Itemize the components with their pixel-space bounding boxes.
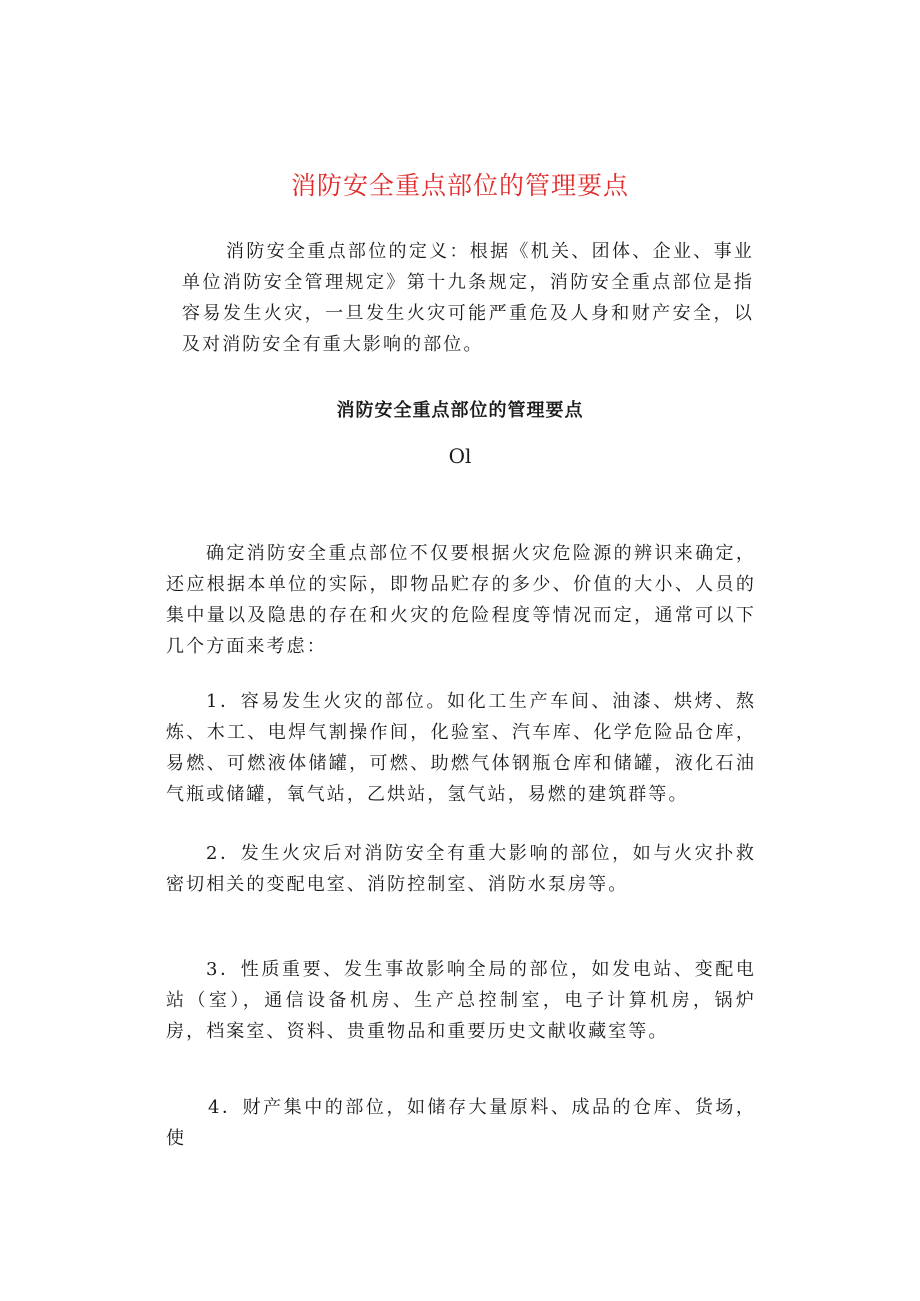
list-item-3: 3．性质重要、发生事故影响全局的部位，如发电站、变配电站（室），通信设备机房、生产总控制室，电子计算机房，锅炉房，档案室、资料、贵重物品和重要历史文献收藏室等。 — [166, 959, 756, 1042]
section-marker: Ol — [448, 444, 472, 468]
intro-paragraph: 确定消防安全重点部位不仅要根据火灾危险源的辨识来确定，还应根据本单位的实际，即物品贮存的多少、价值的大小、人员的集中量以及隐患的存在和火灾的危险程度等情况而定，通常可以下几个方面来考虑： — [166, 543, 756, 657]
list-item-1: 1．容易发生火灾的部位。如化工生产车间、油漆、烘烤、熬炼、木工、电焊气割操作间，化验室、汽车库、化学危险品仓库，易燃、可燃液体储罐，可燃、助燃气体钢瓶仓库和储罐，液化石油气瓶或储罐，氧气站，乙烘站，氢气站，易燃的建筑群等。 — [166, 691, 756, 805]
section-subtitle: 消防安全重点部位的管理要点 — [336, 400, 584, 421]
document-title: 消防安全重点部位的管理要点 — [290, 171, 629, 200]
list-item-4: 4．财产集中的部位，如储存大量原料、成品的仓库、货场，使 — [166, 1097, 756, 1149]
list-item-2: 2．发生火灾后对消防安全有重大影响的部位，如与火灾扑救密切相关的变配电室、消防控制室、消防水泵房等。 — [166, 843, 756, 895]
definition-paragraph: 消防安全重点部位的定义：根据《机关、团体、企业、事业单位消防安全管理规定》第十九条规定，消防安全重点部位是指容易发生火灾，一旦发生火灾可能严重危及人身和财产安全，以及对消防安全有重大影响的部位。 — [182, 241, 754, 355]
